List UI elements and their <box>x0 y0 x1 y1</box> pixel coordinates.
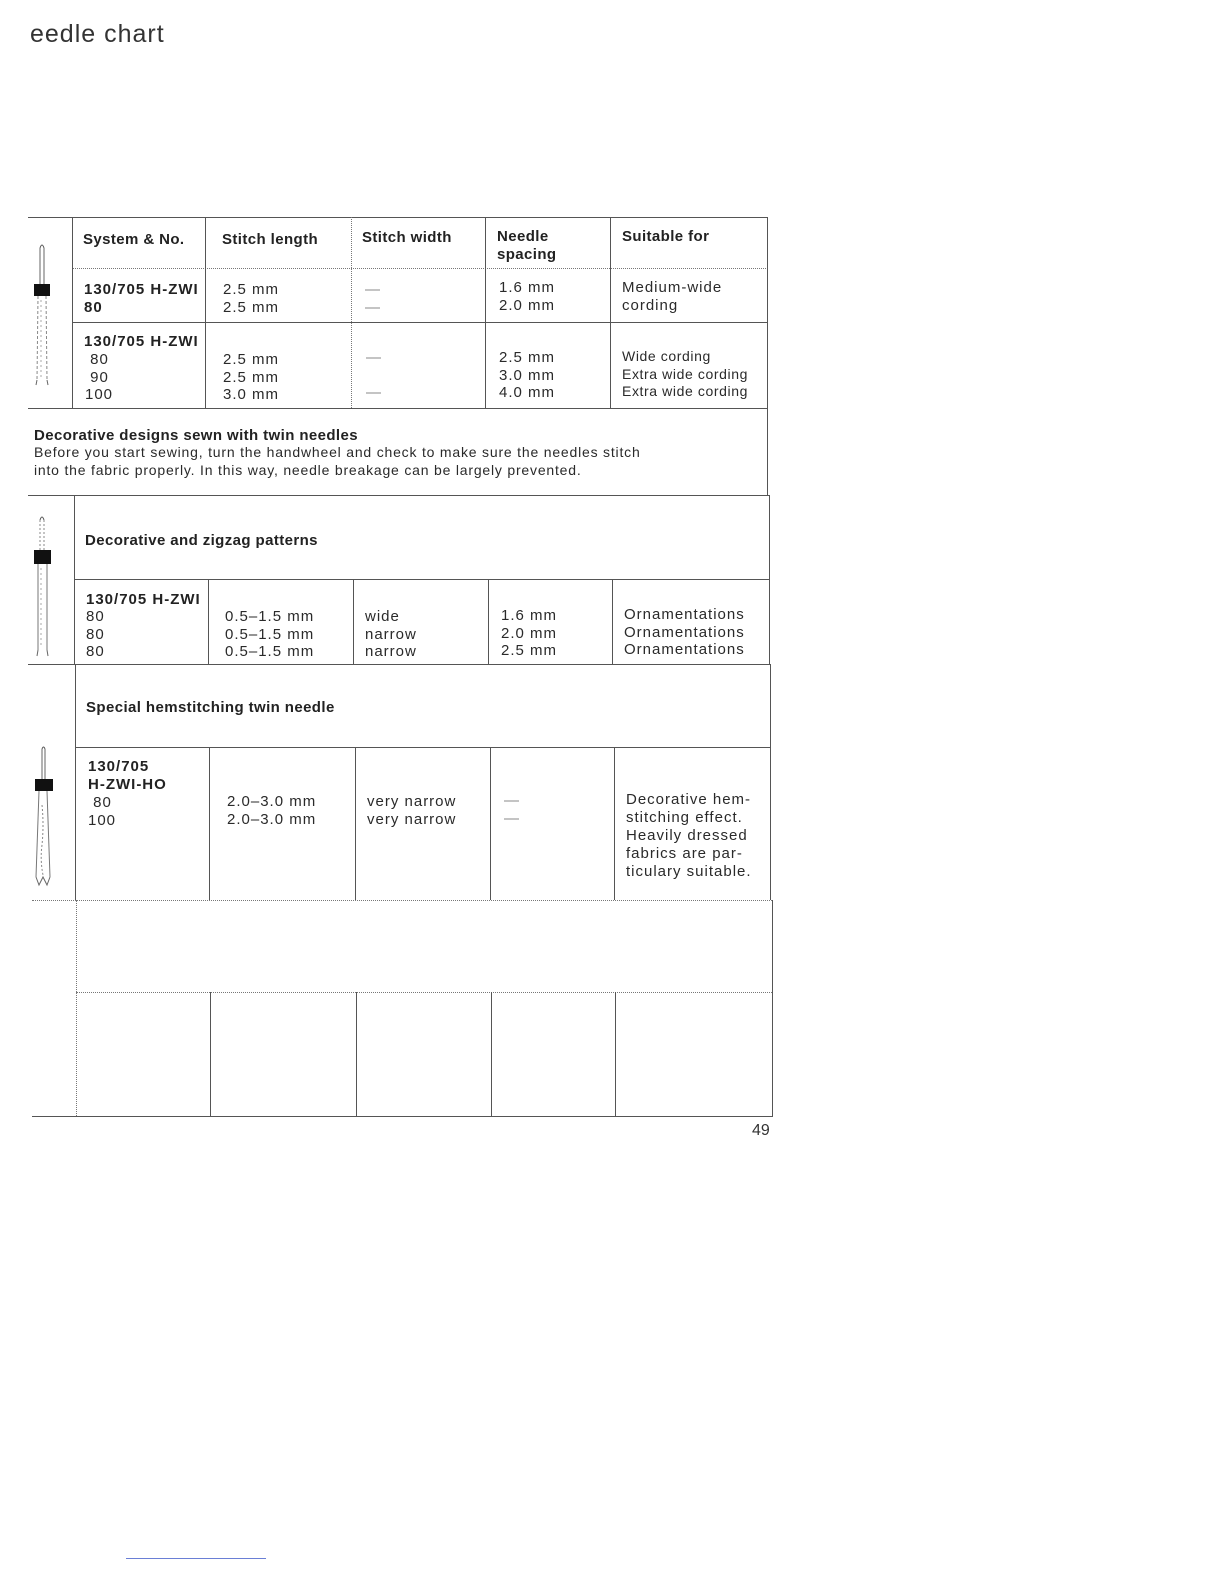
row2-system-sizes: 80 90 100 <box>85 351 114 403</box>
note-body: Before you start sewing, turn the handwheel and check to make sure the needles stitch into the fabric properly. In this way, needle breakage can be largely prevented. <box>34 444 641 478</box>
footer-rule <box>126 1558 266 1559</box>
hemstitch-system-sizes: 80 100 <box>88 794 117 829</box>
decorative-needle-spacing: 1.6 mm 2.0 mm 2.5 mm <box>501 607 558 659</box>
twin-needle-icon <box>30 240 58 390</box>
row2-suitable-for: Wide cording Extra wide cording Extra wide cording <box>622 348 748 399</box>
hemstitch-needle-spacing: — — <box>504 792 520 827</box>
header-needle-spacing: Needle spacing <box>497 228 557 263</box>
decorative-stitch-length: 0.5–1.5 mm 0.5–1.5 mm 0.5–1.5 mm <box>225 608 315 660</box>
page-number: 49 <box>752 1122 770 1139</box>
header-stitch-length: Stitch length <box>222 231 319 248</box>
hemstitch-heading: Special hemstitching twin needle <box>86 699 335 716</box>
hemstitch-system-name: 130/705 H-ZWI-HO <box>88 758 167 793</box>
hemstitch-twin-needle-icon <box>30 745 58 890</box>
row2-system-name: 130/705 H-ZWI <box>84 333 199 350</box>
row1-stitch-width: — — <box>365 281 381 316</box>
hemstitch-stitch-length: 2.0–3.0 mm 2.0–3.0 mm <box>227 793 317 828</box>
row2-needle-spacing: 2.5 mm 3.0 mm 4.0 mm <box>499 349 556 401</box>
twin-needle-icon <box>30 512 58 662</box>
hemstitch-stitch-width: very narrow very narrow <box>367 793 457 828</box>
header-system: System & No. <box>83 231 185 248</box>
header-stitch-width: Stitch width <box>362 229 452 246</box>
header-suitable-for: Suitable for <box>622 228 710 245</box>
row1-suitable-for: Medium-wide cording <box>622 279 723 314</box>
page-title: eedle chart <box>30 20 165 48</box>
decorative-suitable-for: Ornamentations Ornamentations Ornamentations <box>624 606 745 658</box>
decorative-stitch-width: wide narrow narrow <box>365 608 417 660</box>
row1-needle-spacing: 1.6 mm 2.0 mm <box>499 279 556 314</box>
row2-stitch-width: — — <box>366 349 382 401</box>
decorative-system-sizes: 80 80 80 <box>86 608 105 660</box>
row1-system: 130/705 H-ZWI 80 <box>84 281 199 316</box>
row1-stitch-length: 2.5 mm 2.5 mm <box>223 281 280 316</box>
decorative-heading: Decorative and zigzag patterns <box>85 532 318 549</box>
note-heading: Decorative designs sewn with twin needles <box>34 427 358 444</box>
decorative-system-name: 130/705 H-ZWI <box>86 591 201 608</box>
row2-stitch-length: 2.5 mm 2.5 mm 3.0 mm <box>223 351 280 403</box>
hemstitch-suitable-for: Decorative hem- stitching effect. Heavily dressed fabrics are par- ticulary suitable. <box>626 791 752 880</box>
